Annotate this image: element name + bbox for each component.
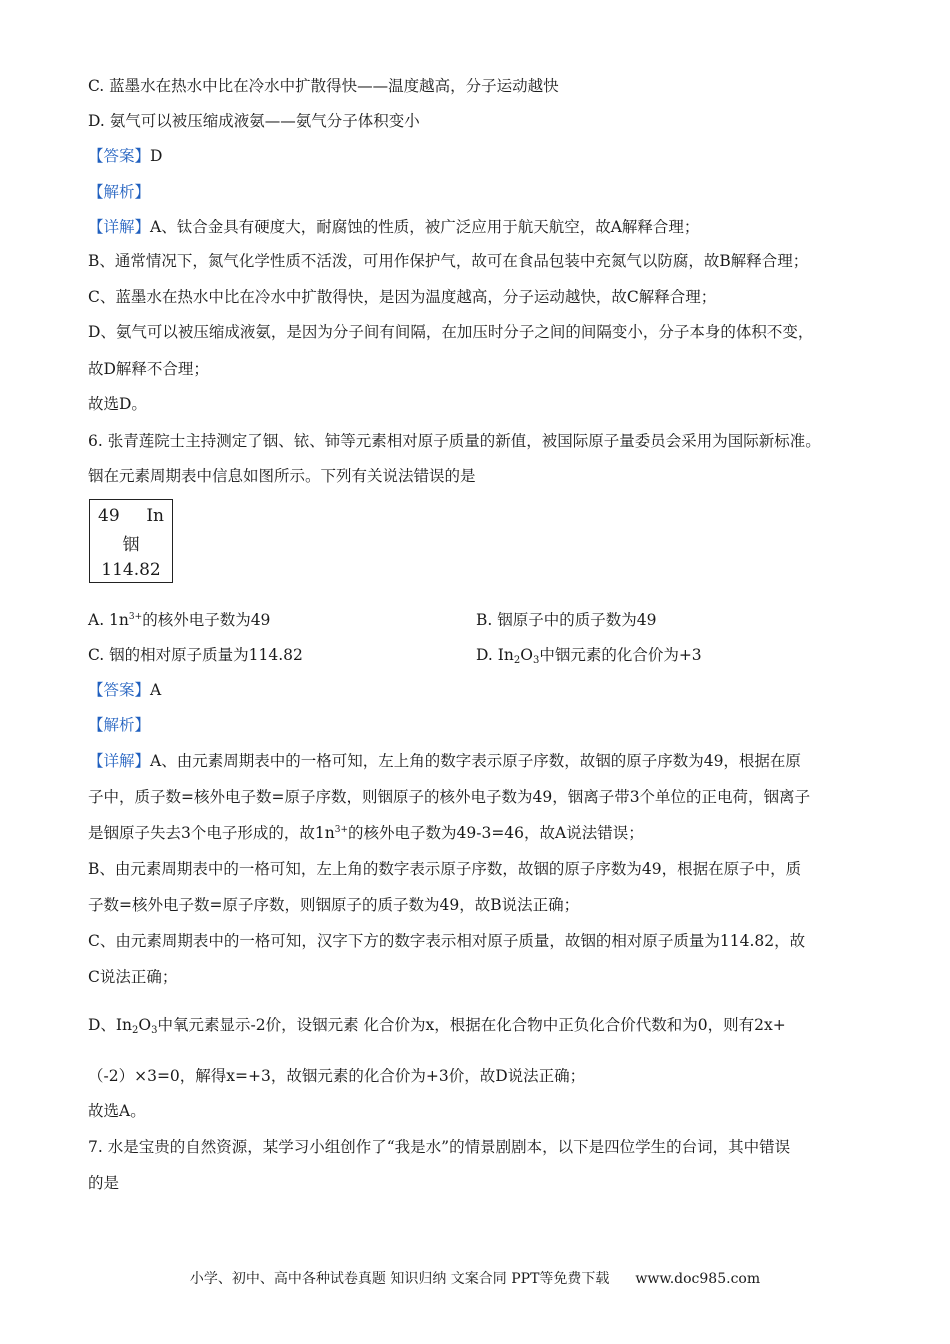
q7-stem-line2: 的是 bbox=[88, 1174, 120, 1192]
q5-detail-d-line1: D、氨气可以被压缩成液氨，是因为分子间有间隔，在加压时分子之间的间隔变小，分子本身的体积不变， bbox=[88, 323, 814, 341]
q6-detail-a-line2: 子中，质子数=核外电子数=原子序数，则铟原子的核外电子数为49，铟离子带3个单位的正电荷，铟离子 bbox=[88, 788, 811, 806]
q5-conclusion: 故选D。 bbox=[88, 395, 147, 413]
atomic-mass: 114.82 bbox=[101, 560, 161, 580]
footer-url[interactable]: www.doc985.com bbox=[635, 1271, 761, 1287]
q5-detail-b: B、通常情况下，氮气化学性质不活泼，可用作保护气，故可在食品包装中充氮气以防腐，故B解释合理； bbox=[88, 252, 809, 270]
q6-detail-d-line1: D、$In_2O_3$中氧元素显示-2价，设铟元素 化合价为x，根据在化合物中正负化合价代数和为0，则有2x+ bbox=[88, 1016, 786, 1036]
q6-stem-line2: 铟在元素周期表中信息如图所示。下列有关说法错误的是 bbox=[88, 467, 476, 485]
q5-option-d: D. 氨气可以被压缩成液氨——氨气分子体积变小 bbox=[88, 112, 420, 130]
q6-detail-a-line1: 【详解】A、由元素周期表中的一格可知，左上角的数字表示原子序数，故铟的原子序数为49，根据在原 bbox=[88, 752, 801, 770]
page-footer bbox=[0, 1268, 950, 1288]
q5-option-c: C. 蓝墨水在热水中比在冷水中扩散得快——温度越高，分子运动越快 bbox=[88, 77, 559, 95]
answer-value: A bbox=[150, 681, 162, 699]
answer-value: D bbox=[150, 147, 163, 165]
q5-detail-a: 【详解】A、钛合金具有硬度大，耐腐蚀的性质，被广泛应用于航天航空，故A解释合理； bbox=[88, 218, 700, 236]
q6-option-a: A. $1n^{3+}$的核外电子数为49 bbox=[88, 611, 271, 629]
element-symbol: In bbox=[146, 506, 164, 526]
element-cell-indium bbox=[89, 499, 173, 583]
element-name: 铟 bbox=[122, 535, 140, 555]
detail-tag: 【详解】 bbox=[88, 218, 151, 236]
answer-tag: 【答案】 bbox=[88, 147, 151, 165]
q6-detail-c-line2: C说法正确； bbox=[88, 968, 178, 986]
atomic-number: 49 bbox=[98, 506, 120, 526]
q5-detail-c: C、蓝墨水在热水中比在冷水中扩散得快，是因为温度越高，分子运动越快，故C解释合理； bbox=[88, 288, 717, 306]
q7-stem-line1: 7. 水是宝贵的自然资源，某学习小组创作了“我是水”的情景剧剧本，以下是四位学生的台词，其中错误 bbox=[88, 1138, 791, 1156]
q6-option-c: C. 铟的相对原子质量为114.82 bbox=[88, 646, 303, 664]
q6-stem-line1: 6. 张青莲院士主持测定了铟、铱、铈等元素相对原子质量的新值，被国际原子量委员会采用为国际新标准。 bbox=[88, 432, 821, 450]
q6-answer: 【答案】A bbox=[88, 681, 162, 699]
q5-answer bbox=[88, 145, 162, 167]
q6-option-b: B. 铟原子中的质子数为49 bbox=[476, 611, 657, 629]
q6-detail-d-line2: （-2）×3=0，解得x=+3，故铟元素的化合价为+3价，故D说法正确； bbox=[88, 1067, 586, 1085]
q6-detail-a-line3: 是铟原子失去3个电子形成的，故$1n^{3+}$的核外电子数为49-3=46，故A说法错误； bbox=[88, 824, 644, 842]
q6-analysis-tag: 【解析】 bbox=[88, 716, 151, 734]
q6-conclusion: 故选A。 bbox=[88, 1102, 146, 1120]
q5-detail-d-line2: 故D解释不合理； bbox=[88, 360, 209, 378]
q6-detail-b-line2: 子数=核外电子数=原子序数，则铟原子的质子数为49，故B说法正确； bbox=[88, 896, 580, 914]
q5-analysis-tag: 【解析】 bbox=[88, 183, 151, 201]
footer-text: 小学、初中、高中各种试卷真题 知识归纳 文案合同 PPT等免费下载 bbox=[189, 1271, 610, 1287]
q6-detail-b-line1: B、由元素周期表中的一格可知，左上角的数字表示原子序数，故铟的原子序数为49，根据在原子中，质 bbox=[88, 860, 802, 878]
q6-option-d: D. $In_2O_3$中铟元素的化合价为+3 bbox=[476, 646, 702, 666]
q6-detail-c-line1: C、由元素周期表中的一格可知，汉字下方的数字表示相对原子质量，故铟的相对原子质量为114.82，故 bbox=[88, 932, 806, 950]
